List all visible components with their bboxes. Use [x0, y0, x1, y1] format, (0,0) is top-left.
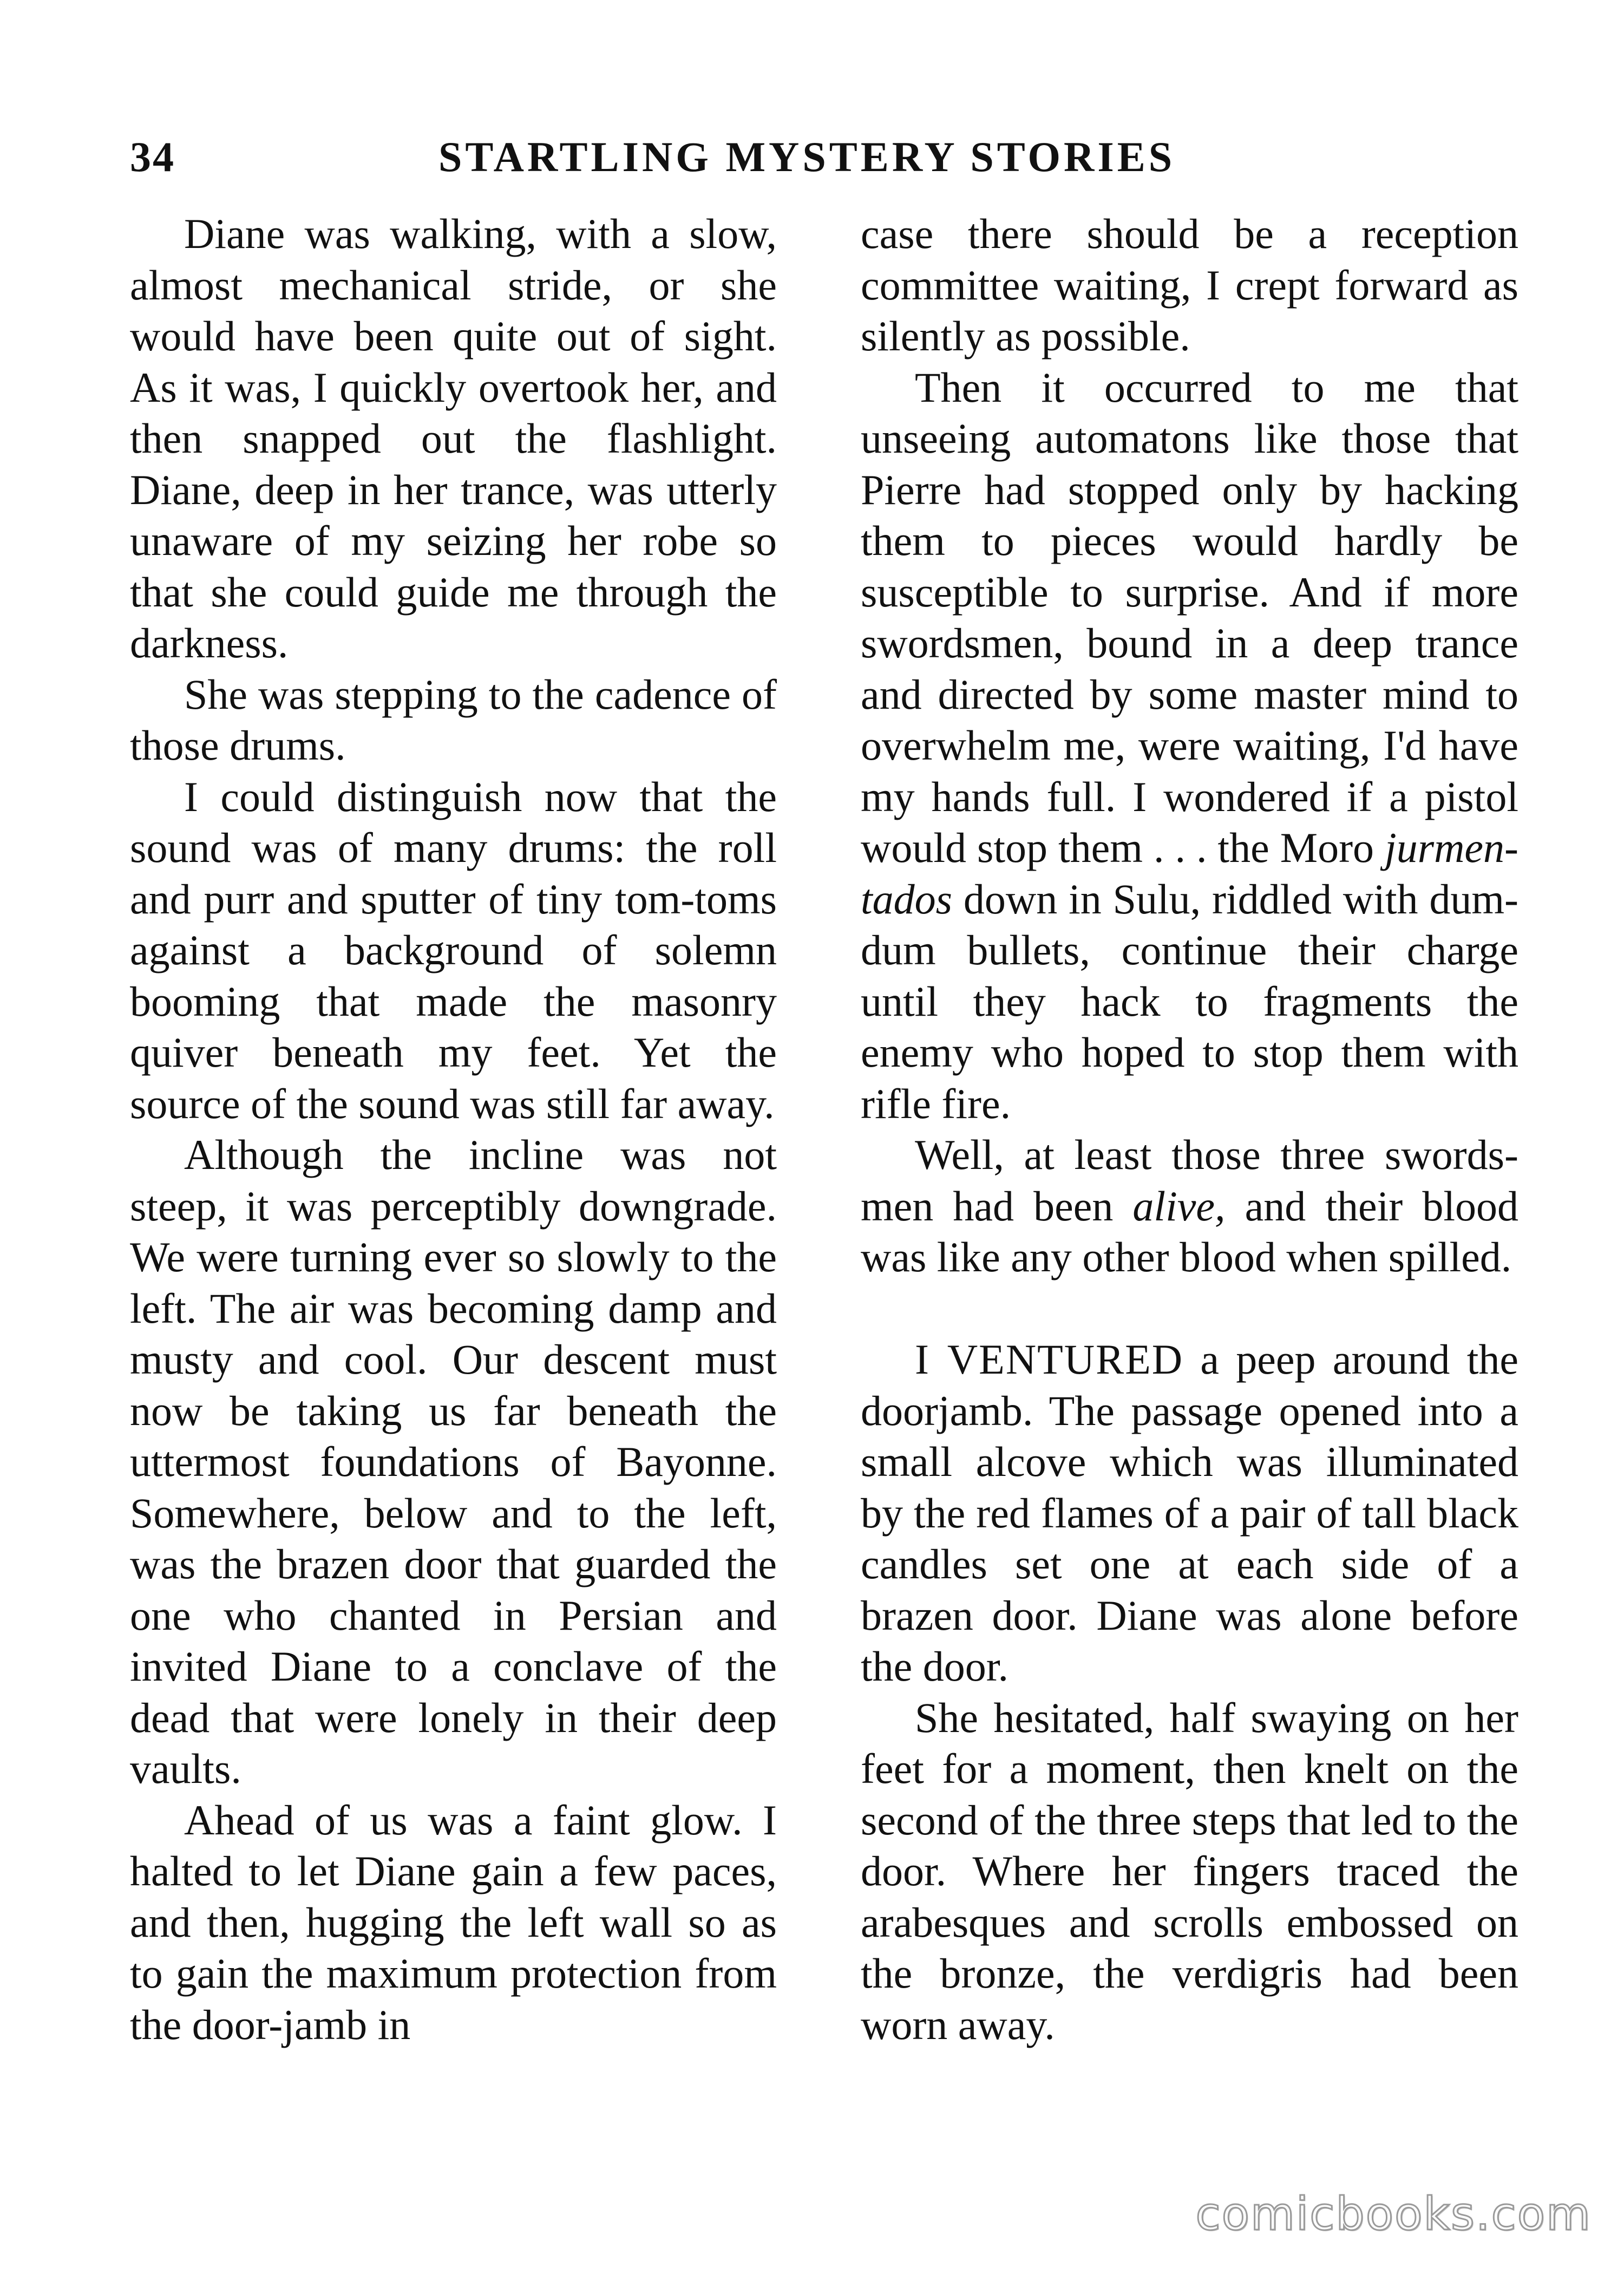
paragraph-text: Well, at least those three swordsmen had been	[861, 1131, 1518, 1230]
paragraph-text: a peep around the doorjamb. The passage opened into a small alcove which was illuminated by the red flames of a pair of tall black candles set one at each side of a brazen door. Diane was alone before the door.	[861, 1336, 1518, 1690]
left-column	[130, 208, 777, 2050]
paragraph-text: and their blood was like any other blood when spilled.	[861, 1182, 1519, 1280]
section-opening-paragraph	[861, 1334, 1518, 1693]
running-head	[130, 125, 1516, 190]
paragraph: She hesitated, half swaying on her feet for a moment, then knelt on the second of the three steps that led to the door. Where her fingers traced the arabesques and scrolls embossed on the bronze, the verdigris had been worn away.	[861, 1694, 1518, 2048]
paragraph: Ahead of us was a faint glow. I halted to let Diane gain a few paces, and then, hugging the left wall so as to gain the maximum protection from the door-jamb in	[130, 1796, 777, 2048]
paragraph: Although the incline was not steep, it was perceptibly downgrade. We were turning ever so slowly to the left. The air was becoming damp and musty and cool. Our descent must now be taking us far beneath the uttermost foundations of Bayonne. Somewhere, below and to the left, was the brazen door that guarded the one who chanted in Persian and invited Diane to a conclave of the dead that were lonely in their deep vaults.	[130, 1131, 777, 1792]
paragraph	[861, 1129, 1518, 1283]
watermark: comicbooks.com	[1195, 2187, 1592, 2240]
section-lead-in: I VENTURED	[915, 1336, 1184, 1383]
right-column	[861, 208, 1518, 2050]
section-break	[861, 1283, 1518, 1335]
italic-word: alive,	[1132, 1182, 1226, 1230]
running-title: STARTLING MYSTERY STORIES	[438, 133, 1176, 180]
paragraph: I could distinguish now that the sound was of many drums: the roll and purr and sputter of tiny tom-toms against a background of solemn booming that made the masonry quiver beneath my feet. Yet the source of the sound was still far away.	[130, 773, 777, 1127]
italic-word: jurmentados	[861, 824, 1519, 923]
paragraph	[861, 362, 1518, 1130]
paragraph-text: down in Sulu, riddled with dum-dum bullets, continue their charge until they hack to fragments the enemy who hoped to stop them with rifle fire.	[861, 875, 1518, 1127]
paragraph-continued: case there should be a reception committee waiting, I crept forward as silently as possible.	[861, 210, 1518, 360]
paragraph: Diane was walking, with a slow, almost mechanical stride, or she would have been quite out of sight. As it was, I quickly overtook her, and then snapped out the flashlight. Diane, deep in her trance, was utterly unaware of my seizing her robe so that she could guide me through the darkness.	[130, 210, 777, 666]
page-number: 34	[130, 133, 175, 180]
paragraph-text: Then it occurred to me that unseeing automatons like those that Pierre had stopped only by hacking them to pieces would hardly be susceptible to surprise. And if more swordsmen, bound in a deep trance and directed by some master mind to overwhelm me, were waiting, I'd have my hands full. I wondered if a pistol would stop them . . . the Moro	[861, 363, 1518, 871]
paragraph: She was stepping to the cadence of those drums.	[130, 670, 777, 769]
